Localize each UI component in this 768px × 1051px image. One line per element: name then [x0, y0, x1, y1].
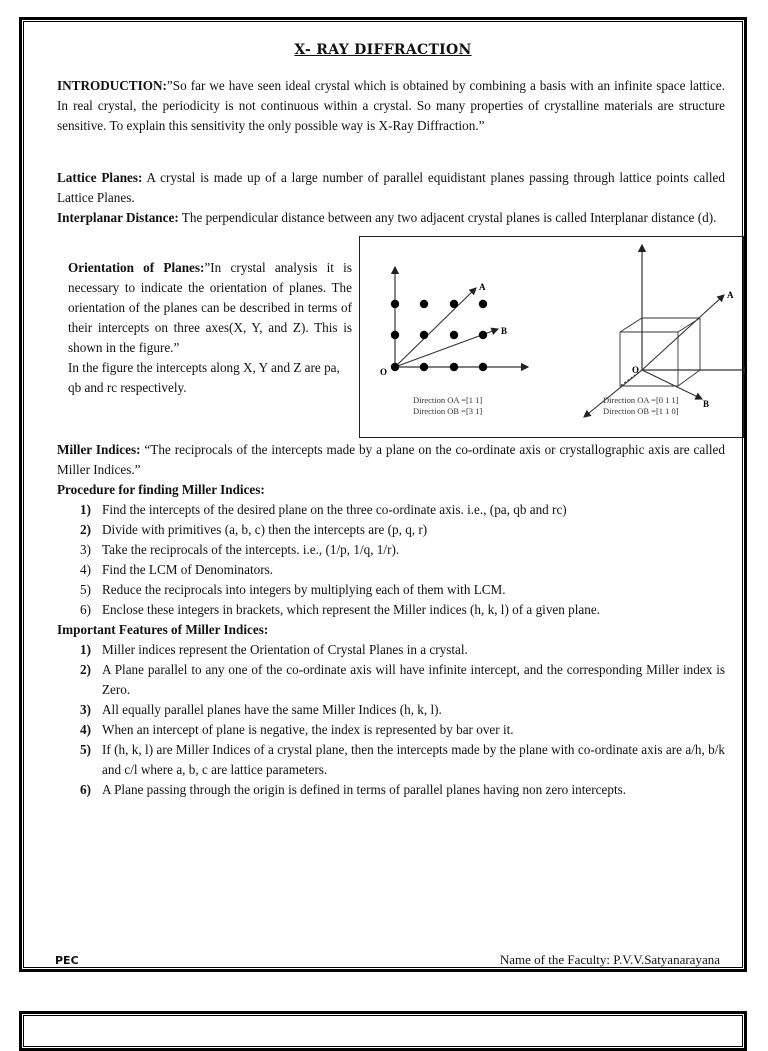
lattice-2d-diagram	[391, 267, 528, 371]
list-item: 3) Take the reciprocals of the intercepts. i.e., (1/p, 1/q, 1/r).	[80, 542, 400, 557]
lattice-planes-paragraph	[57, 168, 725, 208]
procedure-heading: Procedure for finding Miller Indices:	[57, 482, 265, 497]
list-item: 6) Enclose these integers in brackets, which represent the Miller indices (h, k, l) of a given plane.	[80, 602, 601, 617]
features-heading: Important Features of Miller Indices:	[57, 622, 269, 637]
orientation-text-2: In the figure the intercepts along X, Y and Z are pa, qb and rc respectively.	[68, 360, 340, 395]
list-item: 2) Divide with primitives (a, b, c) then the intercepts are (p, q, r)	[80, 522, 428, 537]
lattice-planes-text: A crystal is made up of a large number of parallel equidistant planes passing through lattice points called Lattice Planes.	[57, 170, 725, 205]
direction-figure	[359, 236, 744, 438]
list-item: 1) Find the intercepts of the desired plane on the three co-ordinate axis. i.e., (pa, qb and rc)	[80, 502, 567, 517]
right-caption-ob: Direction OB =[1 1 0]	[603, 406, 679, 416]
introduction-label: INTRODUCTION:	[57, 78, 167, 93]
introduction-text: ”So far we have seen ideal crystal which is obtained by combining a basis with an infinite space lattice. In real crystal, the periodicity is not continuous within a crystal. So many properties of crystalline materials are structure sensitive. To explain this sensitivity the only possible way is X-Ray Diffraction.”	[57, 78, 725, 133]
document-page	[19, 17, 747, 972]
footer-institution: PEC	[55, 954, 79, 967]
right-origin-label: O	[632, 365, 640, 375]
direction-diagram	[360, 237, 745, 439]
orientation-label: Orientation of Planes:	[68, 260, 205, 275]
next-page-border	[19, 1011, 747, 1051]
orientation-paragraph	[68, 258, 352, 398]
page-title: X- RAY DIFFRACTION	[294, 42, 472, 58]
list-item: 6) A Plane passing through the origin is defined in terms of parallel planes having non zero intercepts.	[80, 782, 627, 797]
list-item: 1) Miller indices represent the Orientation of Crystal Planes in a crystal.	[80, 642, 468, 657]
list-item: 3) All equally parallel planes have the same Miller Indices (h, k, l).	[80, 702, 442, 717]
left-caption-oa: Direction OA =[1 1]	[413, 395, 483, 405]
right-label-a: A	[727, 290, 734, 300]
procedure-list	[57, 500, 725, 620]
left-label-a: A	[479, 282, 486, 292]
right-label-b: B	[703, 399, 710, 409]
right-caption-oa: Direction OA =[0 1 1]	[603, 395, 679, 405]
left-label-b: B	[501, 326, 508, 336]
orientation-text: ”In crystal analysis it is necessary to indicate the orientation of planes. The orientation of the planes can be described in terms of their intercepts on three axes(X, Y, and Z). This is shown in the figure.”	[68, 260, 352, 355]
cube-3d-diagram	[584, 245, 745, 417]
miller-indices-label: Miller Indices:	[57, 442, 141, 457]
interplanar-distance-label: Interplanar Distance:	[57, 210, 179, 225]
list-item: 4) Find the LCM of Denominators.	[80, 562, 274, 577]
list-item: 5) If (h, k, l) are Miller Indices of a crystal plane, then the intercepts made by the plane with co-ordinate axis are a/h, b/k and c/l where a, b, c are lattice parameters.	[80, 742, 725, 777]
introduction-paragraph	[57, 76, 725, 136]
list-item: 4) When an intercept of plane is negative, the index is represented by bar over it.	[80, 722, 514, 737]
interplanar-distance-paragraph	[57, 208, 725, 228]
lattice-planes-label: Lattice Planes:	[57, 170, 143, 185]
features-list	[57, 640, 725, 800]
interplanar-distance-text: The perpendicular distance between any two adjacent crystal planes is called Interplanar distance (d).	[178, 210, 717, 225]
left-caption-ob: Direction OB =[3 1]	[413, 406, 483, 416]
list-item: 2) A Plane parallel to any one of the co-ordinate axis will have infinite intercept, and the corresponding Miller index is Zero.	[80, 662, 725, 697]
list-item: 5) Reduce the reciprocals into integers by multiplying each of them with LCM.	[80, 582, 506, 597]
miller-indices-paragraph	[57, 440, 725, 480]
left-origin-label: O	[380, 367, 388, 377]
footer-faculty-name: Name of the Faculty: P.V.V.Satyanarayana	[499, 952, 720, 967]
miller-indices-text: “The reciprocals of the intercepts made by a plane on the co-ordinate axis or crystallographic axis are called Miller Indices.”	[57, 442, 725, 477]
